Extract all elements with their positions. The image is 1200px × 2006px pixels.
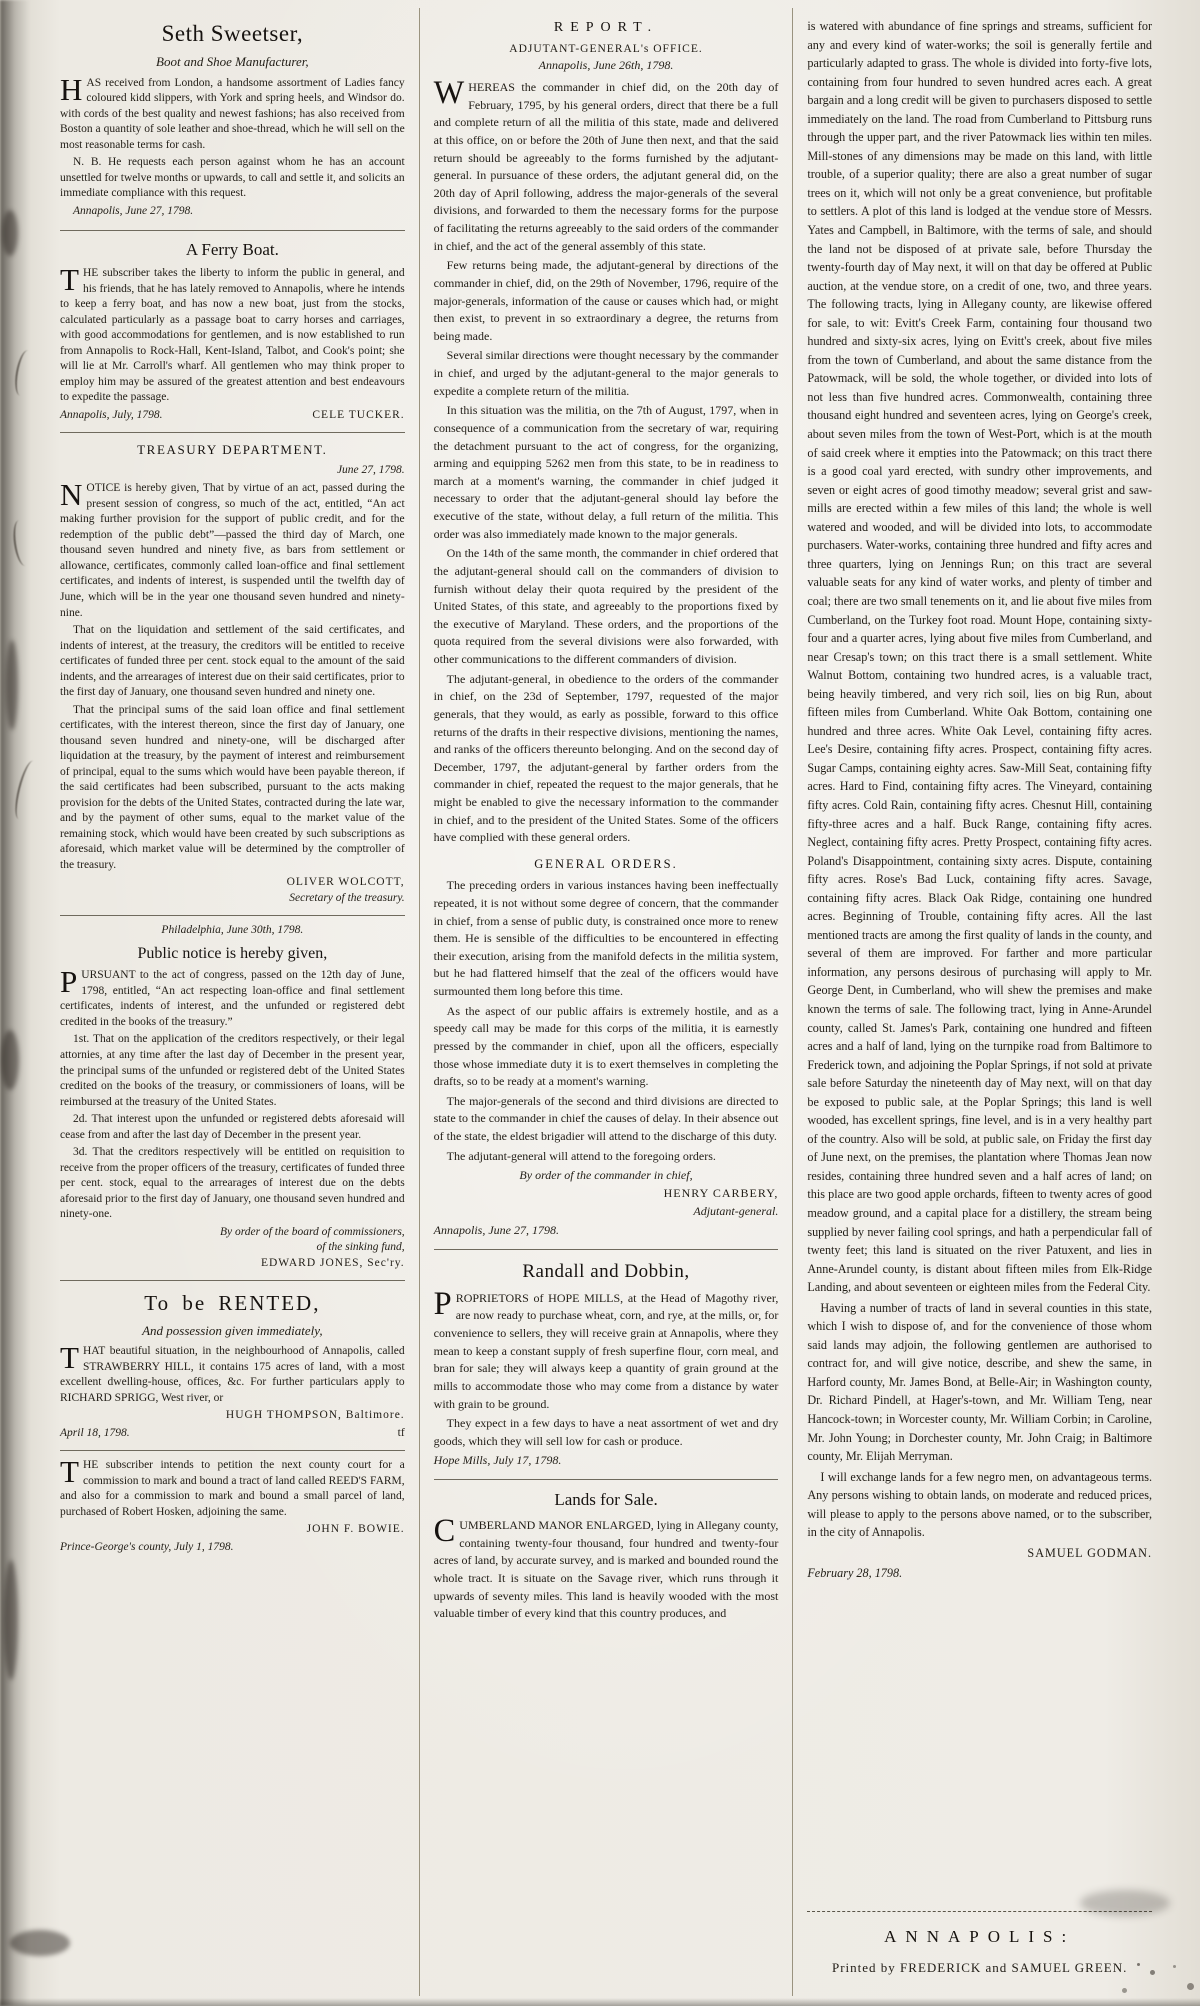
ad-lands-for-sale [434, 1479, 779, 1634]
ad-seth-sweetser [60, 10, 405, 230]
signature-row [434, 1222, 779, 1240]
paragraph: THE subscriber intends to petition the next county court for a commission to mark and bound a tract of land called REED'S FARM, and also for a commission to mark and bound a small parcel of land, purchased of Robert Hosken, adjoining the same. [60, 1454, 405, 1518]
signature-edward-jones: EDWARD JONES, Sec'ry. [260, 1256, 405, 1269]
dateline: Annapolis, June 26th, 1798. [538, 58, 674, 73]
scan-artifact-blob [1, 1030, 19, 1090]
paragraph: HAS received from London, a handsome assortment of Ladies fancy coloured kidd slippers, with York and spring heels, and Windsor do. with cords of the best quality and newest fashions; has also received from Boston a quantity of sole leather and shoe-thread, which he will sell on the most reasonable terms for cash. [60, 71, 405, 151]
paragraph: THAT beautiful situation, in the neighbourhood of Annapolis, called STRAWBERRY HILL, it contains 175 acres of land, with a most excellent dwelling-house, offices, &c. For further particulars apply to RICHARD SPRIGG, West river, or [60, 1340, 405, 1404]
dateline: Annapolis, July, 1798. [60, 408, 163, 421]
signature-hugh-thompson: HUGH THOMPSON, Baltimore. [225, 1409, 405, 1422]
signature-role: Adjutant-general. [693, 1203, 779, 1218]
paragraph: THE subscriber takes the liberty to inform the public in general, and his friends, that he has lately removed to Annapolis, where he intends to keep a ferry boat, and has now a new boat, just from the stocks, calculated particularly as a passage boat to carry horses and carriages, with good accommodations for gentlemen, and is now established to run from Annapolis to Rock-Hall, Kent-Island, Talbot, and Cook's point; she will lie at Mr. Carroll's wharf. All gentlemen who may think proper to employ him may be assured of the greatest attention and best endeavours to expedite the passage. [60, 262, 405, 404]
report-title: REPORT. [553, 20, 659, 35]
dateline: April 18, 1798. [60, 1426, 130, 1439]
dateline: Hope Mills, July 17, 1798. [433, 1453, 562, 1468]
imprint-city: ANNAPOLIS: [884, 1927, 1076, 1947]
signature-oliver-wolcott: OLIVER WOLCOTT, [286, 876, 405, 889]
paragraph: 1st. That on the application of the creditors respectively, or their legal attornies, at any time after the last day of December in the present year, the principal sums of the unfunded or registered debt of the United States credited on the books of the treasury, or commissioners of loans, will be reimbursed at the treasury of the United States. [60, 1033, 405, 1108]
ad-title-randall-dobbin: Randall and Dobbin, [522, 1260, 690, 1282]
paragraph: The adjutant-general, in obedience to the orders of the commander in chief, on the 23d of September, 1797, requested of the major generals, that they would, as early as possible, forward to this office returns of the drafts in their respective divisions, mentioning the names, and ranks of the officers thereunto belonging. And on the second day of December, 1797, the adjutant-general by farther orders from the commander in chief, repeated the request to the major generals, that he might be enabled to give the necessary information to the commander in chief, and to the president of the United States. Some of the officers have complied with these general orders. [433, 671, 779, 845]
scan-artifact-pen-mark [11, 519, 33, 567]
ad-to-be-rented [60, 1280, 405, 1450]
paragraph: Having a number of tracts of land in several counties in this state, which I wish to dispose of, and for the convenience of those whom said lands may adjoin, the following gentlemen are authorised to contract for, and will give notice, describe, and shew the same, in Harford county, Mr. James Bond, at Belle-Air; in Washington county, Dr. Richard Pindell, at Hager's-town, and Mr. William Teng, near Hancock-town; in Worcester county, Mr. William Corbin; in Caroline, Mr. John Young; in Dorchester county, Mr. John Craig; in Baltimore county, Mr. Elijah Merryman. [807, 1300, 1153, 1464]
scan-artifact-left-edge [0, 0, 30, 2006]
dateline: Philadelphia, June 30th, 1798. [161, 924, 304, 937]
signature-row [60, 408, 405, 424]
paragraph: I will exchange lands for a few negro men, on advantageous terms. Any persons wishing to obtain lands, on moderate and reduced prices, will please to apply to the persons above named, or to the subscriber, in the city of Annapolis. [807, 1469, 1153, 1540]
signature-row [434, 1452, 779, 1470]
columns-container [46, 8, 1166, 1996]
report-office-line: ADJUTANT-GENERAL's OFFICE. [509, 42, 703, 55]
signature-cele-tucker: CELE TUCKER. [312, 408, 405, 421]
paragraph: Few returns being made, the adjutant-general by directions of the commander in chief, did, on the 29th of November, 1796, require of the major-generals, information of the cause or causes which had, or might then exist, to prevent in so extraordinary a degree, the returns from being made. [433, 258, 779, 343]
column-center [419, 8, 793, 1996]
notice-title-treasury: TREASURY DEPARTMENT. [137, 442, 328, 458]
ad-title-seth-sweetser: Seth Sweetser, [161, 21, 304, 46]
scan-artifact-blob [6, 640, 18, 730]
ad-title-to-be-rented: To be RENTED, [144, 1291, 321, 1316]
paragraph: 2d. That interest upon the unfunded or registered debts aforesaid will cease from and after the last day of December in the present year. [60, 1113, 405, 1141]
paragraph: On the 14th of the same month, the commander in chief ordered that the adjutant-general should call on the commanders of division to furnish without delay their quota required by the president of the United States, of this state, and agreeably to the proportions fixed by the executive of Maryland. These orders, and the proportions of the quota required from the several divisions were also forwarded, with other communications to the different commanders of division. [433, 546, 779, 667]
report-adjutant-general [434, 10, 779, 1249]
ad-randall-and-dobbin [434, 1249, 779, 1479]
notice-bowie-petition [60, 1450, 405, 1564]
ad-subtitle-possession: And possession given immediately, [142, 1322, 323, 1338]
paragraph: PROPRIETORS of HOPE MILLS, at the Head of Magothy river, are now ready to purchase wheat, corn, and rye, at the mills, or, for convenience to sellers, they will receive grain at Annapolis, where they mean to keep a constant supply of fresh superfine flour, corn meal, and bran for sale; they will always keep a quantity of grain ground at the mills to accommodate those who may come from a distance by water with grain to be ground. [433, 1285, 779, 1411]
paragraph: The adjutant-general will attend to the foregoing orders. [446, 1148, 716, 1163]
ad-title-lands-for-sale: Lands for Sale. [554, 1490, 658, 1510]
dateline: Annapolis, June 27, 1798. [433, 1223, 559, 1238]
signature-henry-carbery: HENRY CARBERY, [663, 1185, 779, 1200]
scan-artifact-blob [4, 1560, 18, 1680]
signature-samuel-godman: SAMUEL GODMAN. [1027, 1545, 1153, 1560]
by-order-line: By order of the board of commissioners, [219, 1225, 405, 1238]
ad-lands-for-sale-continued [807, 10, 1152, 1592]
paragraph: 3d. That the creditors respectively will be entitled on requisition to receive from the proper officers of the treasury, certificates of funded three per cent. stock, equal to the arrearages of interest due on the debts aforesaid prior to the first day of January, one thousand seven hundred and ninety-one. [60, 1146, 405, 1221]
printers-mark: tf [397, 1426, 405, 1439]
notice-ferry-boat [60, 230, 405, 432]
paragraph: That on the liquidation and settlement of the said certificates, and indents of interest, at the treasury, the creditors will be entitled to receive certificates of funded three per cent. stock equal to the amount of the said indents, and the arrearages of interest due on their said certificates, prior to the first day of January, one thousand seven hundred and ninety one. [60, 624, 405, 699]
signature-role: Secretary of the treasury. [289, 891, 405, 904]
dateline: June 27, 1798. [336, 463, 405, 476]
ad-subtitle-boot-shoe: Boot and Shoe Manufacturer, [156, 54, 309, 70]
signature-row [60, 1426, 405, 1442]
paragraph: WHEREAS the commander in chief did, on the 20th day of February, 1795, by his general orders, direct that there be a full and complete return of all the militia of this state, made and delivered at this office, on or before the 20th of June then next, and that the said return should be agreeably to the forms furnished by the adjutant-general. In pursuance of these orders, the adjutant general did, on the 20th day of April following, address the major-generals of the several divisions, and forwarded to them the necessary forms for the purpose of facilitating the returns agreeably to the said orders of the commander in chief, and the act of the general assembly of this state. [433, 75, 779, 253]
paragraph: They expect in a few days to have a neat assortment of wet and dry goods, which they will sell low for cash or produce. [433, 1416, 779, 1448]
paragraph: In this situation was the militia, on the 7th of August, 1797, when in consequence of a communication from the secretary of war, requiring the detachment pursuant to the act of congress, for the organizing, arming and equipping 5262 men from this state, to be in readiness to march at a moment's warning, the commander in chief judged it necessary to order that the adjutant-general should lay before the executive of the state, without delay, a full return of the militia. This order was also immediately made known to the major generals. [433, 403, 779, 541]
imprint-printer-line: Printed by FREDERICK and SAMUEL GREEN. [832, 1960, 1128, 1976]
notice-treasury-department [60, 432, 405, 915]
paragraph: is watered with abundance of fine springs and streams, sufficient for any and every kind of water-works; the soil is generally fertile and particularly adapted to grass. The whole is divided into forty-five lots, containing from four hundred to seven hundred acres each. A great bargain and a long credit will be given to purchasers disposed to settle immediately on the land. The road from Cumberland to Pittsburg runs through the upper part, and the river Patowmack lies within ten miles. Mill-stones of any dimensions may be made on this land, with little trouble, of a superior quality; there are also a great number of sugar trees on it, which will not only be a great convenience, but profitable to settlers. A plot of this land is lodged at the vendue store of Messrs. Yates and Campbell, in Baltimore, with the terms of sale, and should the land not be disposed of at private sale, before Thursday the twenty-fourth day of May next, it will on that day be offered at Public auction, at the vendue store, on a credit of one, two, and three years. The following tracts, lying in Allegany county, are likewise offered for sale, to wit: Evitt's Creek Farm, containing four thousand two hundred and sixty-six acres, lying on Evitt's creek, about five miles from the town of Cumberland, and about the same distance from the Patowmack, will be sold, the whole together, or divided into lots of not less than five hundred acres. Commonwealth, containing three thousand eight hundred and seventeen acres, lying on George's creek, about seven miles from the town of West-Port, which is at the mouth of said creek where it empties into the Patowmack; on this tract there is a good coal yard erected, with sundry other improvements, and seven or eight acres of good timothy meadow; several grist and saw-mills are erected within a few miles of this land; the whole is well watered and wooded, and will be divided into lots, to accommodate purchasers. Water-works, containing three hundred and fifty acres and three quarters, lying on Jennings Run; on this tract are several valuable seats for any kind of water works, and plenty of timber and coal; there are two small tenements on it, and lie about five miles from Cumberland, on the Turkey foot road. Mount Hope, containing sixty-four and a quarter acres, lying about five miles from Cumberland, and near Cresap's town; on this tract there is a small settlement. White Walnut Bottom, containing two hundred acres, is a valuable tract, being heavily timbered, and very rich soil, lies on big Run, about fifteen miles from Cumberland. White Oak Bottom, containing one hundred and three acres. White Oak Level, containing fifty acres. Lee's Desire, containing fifty acres. Prospect, containing fifty acres. Sugar Camps, containing eighty acres. Saw-Mill Seat, containing fifty acres. Hard to Find, containing fifty acres. The Vineyard, containing fifty acres. Cold Rain, containing fifty acres. Chesnut Hill, containing fifty-three acres and a half. Buck Range, containing fifty acres. Neglect, containing fifty acres. Pretty Prospect, containing fifty acres. Poland's Disappointment, containing sixty acres. Dispute, containing fifty acres. Rose's Bad Luck, containing fifty acres. Savage, containing fifty acres. Black Oak Ridge, containing one hundred acres. Beginning of Trouble, containing fifty acres. All the last mentioned tracts are among the first quality of lands in the county, and several of them are improved. For farther and more particular information, any persons desirous of purchasing will apply to Mr. George Dent, in Cumberland, who will shew the premises and make known the terms of sale. The following tract, lying in Anne-Arundel county, called St. James's Park, containing one hundred and fifteen acres and a half of land, lying on the turnpike road from Baltimore to Frederick town, and adjoining the Poplar Springs, if not sold at private sale before Saturday the nineteenth day of May next, will on that day be exposed to public sale, at the Poplar Springs; this land is well wooded, has excellent springs, fine level, and is in a very healthy part of the country. Also will be sold, at public sale, on Friday the first day of June next, on the premises, the plantation where Thomas Jean now resides, containing three hundred seven and a half acres of land; on this place are two good apple orchards, fifteen to twenty acres of good meadow ground, and a capital place for a distillery, the stream being supplied by never failing cool springs, and hath a perpendicular fall of twenty feet; this land is situated on the river Patuxent, and lies in Anne-Arundel county, is distant about fifteen miles from Elk-Ridge Landing, and about seventeen or eighteen miles from the Federal City. [807, 19, 1153, 1295]
paragraph: N. B. He requests each person against whom he has an account unsettled for twelve months or upwards, to call and settle it, and solicits an immediate compliance with this request. [60, 156, 405, 200]
paragraph: The major-generals of the second and third divisions are directed to state to the commander in chief the causes of delay. In their absence out of the state, the eldest brigadier will attend to the discharge of this duty. [433, 1093, 779, 1144]
by-order-line: By order of the commander in chief, [519, 1168, 693, 1183]
by-order-line: of the sinking fund, [316, 1241, 405, 1254]
paragraph: As the aspect of our public affairs is extremely hostile, and as a speedy call may be made for this corps of the militia, it is earnestly pressed by the commander in chief, upon all the officers, especially those whose immediate duty it is to exert themselves in completing the drafts, so to be ready at a moment's warning. [433, 1003, 779, 1089]
notice-title-public-notice: Public notice is hereby given, [137, 944, 328, 962]
paragraph: PURSUANT to the act of congress, passed on the 12th day of June, 1798, entitled, “An act respecting loan-office and final settlement certificates, indents of interest, and the unfunded or registered debt credited in the books of the treasury.” [60, 964, 405, 1028]
scan-artifact-bottom-edge [0, 1998, 1200, 2006]
signature-row [807, 1564, 1152, 1583]
notice-public-notice [60, 915, 405, 1280]
imprint [807, 1911, 1152, 1996]
paragraph: The preceding orders in various instances having been ineffectually repeated, it is not without some degree of concern, that the commander in chief, from a sense of public duty, is constrained once more to renew them. He is sensible of the difficulties to be encountered in effecting their execution, arising from the manifold defects in the militia system, but he had flattered himself that the zeal of the officers would have surmounted them long before this time. [433, 878, 779, 999]
dateline: Annapolis, June 27, 1798. [73, 204, 194, 217]
general-orders-title: GENERAL ORDERS. [534, 856, 678, 871]
scan-artifact-blob [2, 210, 18, 256]
paragraph: That the principal sums of the said loan office and final settlement certificates, with the interest thereon, since the first day of January, one thousand seven hundred and ninety-one, will be discharged after liquidation at the treasury, by the payment of interest and reimbursement of principal, equal to the sums which would have been payable thereon, if the said certificates had been subscribed, pursuant to the acts making provision for the debts of the United States, contracted during the late war, and by the payment of other sums, equal to the market value of the remaining stock, which would have been created by such subscriptions as aforesaid, which market value will be determined by the comptroller of the treasury. [60, 703, 405, 871]
signature-john-bowie: JOHN F. BOWIE. [306, 1523, 405, 1536]
column-right [792, 8, 1166, 1996]
scan-artifact-pen-mark [12, 349, 36, 397]
paragraph: CUMBERLAND MANOR ENLARGED, lying in Allegany county, containing twenty-four thousand, four hundred and twenty-four acres of land, by accurate survey, and is marked and bounded round the whole tract. It is situate on the Savage river, which runs through it upwards of seventy miles. This land is heavily wooded with the most valuable timber of every kind that this country produces, and [433, 1513, 779, 1621]
dateline: February 28, 1798. [807, 1566, 903, 1581]
paragraph: NOTICE is hereby given, That by virtue of an act, passed during the present session of congress, so much of the act, entitled, “An act making further provision for the support of public credit, and for the redemption of the public debt”—passed the third day of March, one thousand seven hundred and ninety five, as bars from settlement or allowance, certificates, commonly called loan-office and final settlement certificates, and indents of interest, is suspended until the twelfth day of June, which will be in the year one thousand seven hundred and ninety-nine. [60, 477, 405, 619]
paragraph: Several similar directions were thought necessary by the commander in chief, and urged by the adjutant-general to the major generals to expedite a complete return of the militia. [433, 348, 779, 398]
column-left [46, 8, 419, 1996]
dateline: Prince-George's county, July 1, 1798. [60, 1540, 234, 1553]
signature-row [60, 1540, 405, 1556]
scan-artifact-pen-mark [11, 759, 41, 821]
notice-title-ferry-boat: A Ferry Boat. [185, 240, 279, 260]
